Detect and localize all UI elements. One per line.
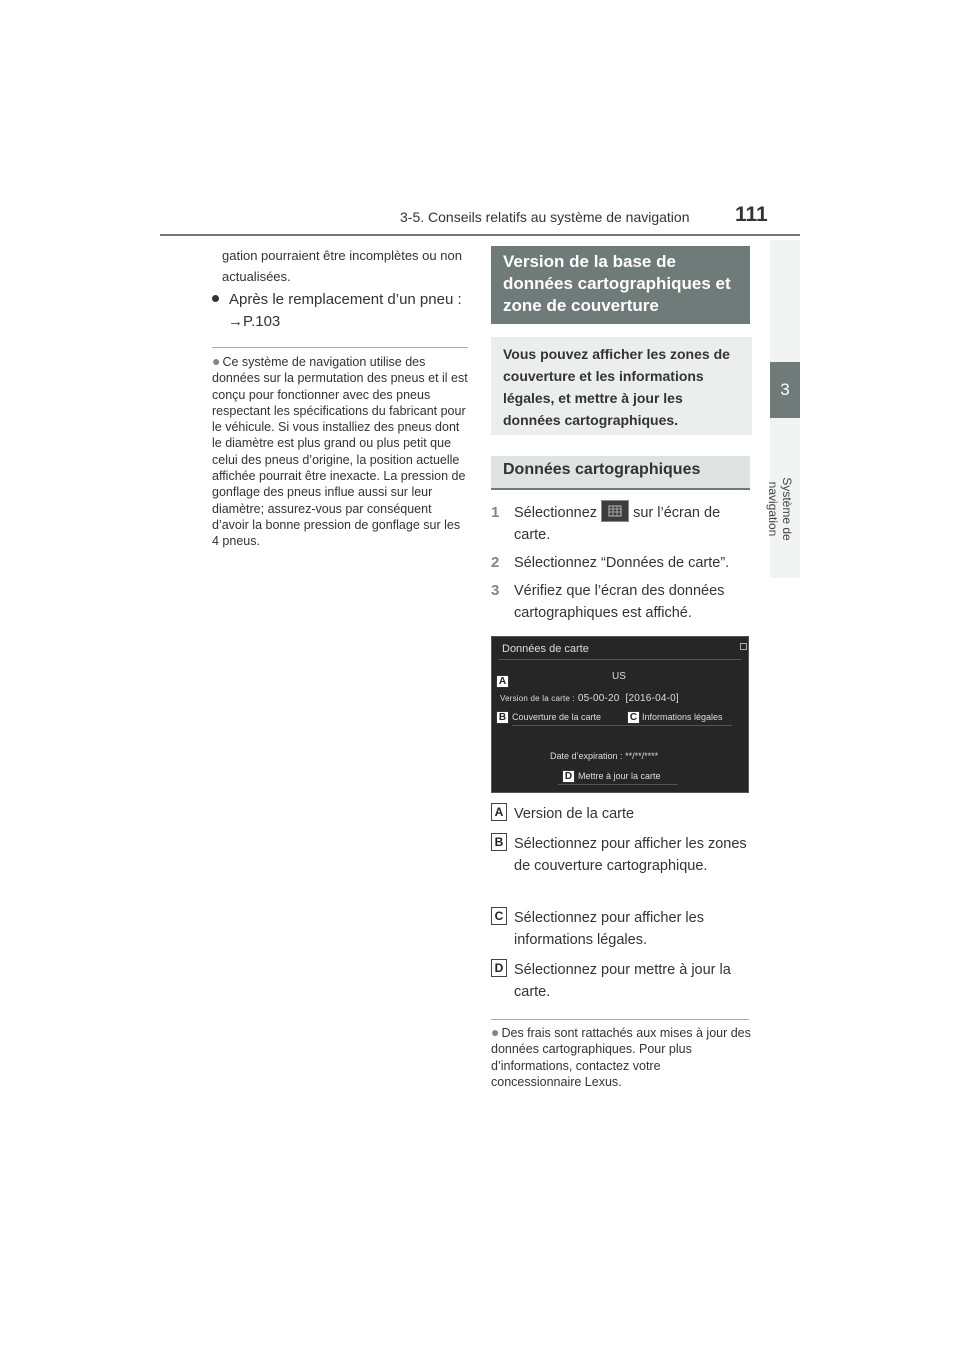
marker-d: D [562,770,575,783]
legend-item-c [491,907,751,951]
section-intro-box: Vous pouvez afficher les zones de couverture et les informations légales, et mettre à jour les données cartographiques. [491,337,752,435]
update-button-underline [558,784,678,785]
step-3 [491,580,751,624]
step-number: 1 [491,504,500,521]
note-divider-right [491,1019,749,1020]
legend-item-b [491,833,751,877]
bullet-text: Après le remplacement d’un pneu : [229,291,462,308]
note-divider-left [212,347,468,348]
version-value: 05-00-20 [577,693,620,704]
step-number: 2 [491,554,500,571]
note-left [212,353,470,550]
note-right-text: Des frais sont rattachés aux mises à jour des données cartographiques. Pour plus d’informations, contactez votre concessionnaire Lexus. [491,1026,751,1089]
map-menu-button-icon [601,500,629,522]
map-data-screen [491,636,749,793]
screen-region: US [612,671,626,682]
version-date: [2016-04-0] [625,693,679,704]
running-header-title: 3-5. Conseils relatifs au système de navigation [400,209,690,225]
update-map-button[interactable]: Mettre à jour la carte [578,771,661,781]
header-divider [160,234,800,236]
coverage-button[interactable]: Couverture de la carte [512,712,602,722]
marker-b: B [496,711,509,724]
legend-text: Version de la carte [514,806,635,822]
bullet-dot-icon [212,295,219,302]
step-text [491,502,751,546]
back-icon[interactable] [740,643,747,650]
legal-info-button[interactable]: Informations légales [642,712,723,722]
step-1 [491,502,751,546]
screen-divider [498,659,742,660]
step-number: 3 [491,582,500,599]
screen-title: Données de carte [502,643,589,655]
legend-key: C [491,907,507,925]
screen-version-line [500,693,679,704]
expiry-label: Date d’expiration : [550,751,623,761]
step-2 [491,552,751,574]
note-bullet-icon: ● [212,353,221,369]
legend-key: D [491,959,507,977]
chapter-title-vertical: Système de navigation [766,477,794,541]
chapter-number-tab: 3 [770,362,800,418]
step-text-after: sur l’écran de carte. [514,505,721,544]
version-label: Version de la carte : [500,694,575,703]
legend-key: B [491,833,507,851]
page-reference-link[interactable]: →P.103 [228,313,281,330]
legend-item-d [491,959,751,1003]
marker-c: C [627,711,640,724]
section-title-banner: Version de la base de données cartographiques et zone de couverture [491,246,750,324]
expiry-value: **/**/**** [625,751,659,761]
note-right [491,1024,751,1090]
legend-key: A [491,803,507,821]
note-left-text: Ce système de navigation utilise des données sur la permutation des pneus et il est conçu pour fonctionner avec des pneus respectant les spécifications du fabricant pour le véhicule. Si vous installiez des pneus dont le diamètre est plus grand ou plus petit que celui des pneus d’origine, la position actuelle affichée pourrait être inexacte. La pression de gonflage des pneus influe aussi sur leur diamètre; assurez-vous par conséquent d’avoir la bonne pression de gonflage sur les 4 pneus. [212,355,468,549]
expiry-line [550,751,658,761]
subsection-title-banner: Données cartographiques [491,456,750,490]
tire-replacement-bullet [212,289,472,333]
legend-item-a [491,803,751,825]
note-bullet-icon: ● [491,1024,500,1040]
legend-text: Sélectionnez pour afficher les informations légales. [514,910,704,948]
step-text: Vérifiez que l’écran des données cartographiques est affiché. [514,583,725,621]
page-number: 111 [735,203,768,226]
legend-text: Sélectionnez pour afficher les zones de couverture cartographique. [514,836,747,874]
button-row-divider [512,725,732,726]
legend-text: Sélectionnez pour mettre à jour la carte. [514,962,731,1000]
marker-a: A [496,675,509,688]
step-text: Sélectionnez “Données de carte”. [514,555,730,571]
continued-paragraph: gation pourraient être incomplètes ou non actualisées. [222,248,462,284]
step-text-before: Sélectionnez [514,505,598,521]
